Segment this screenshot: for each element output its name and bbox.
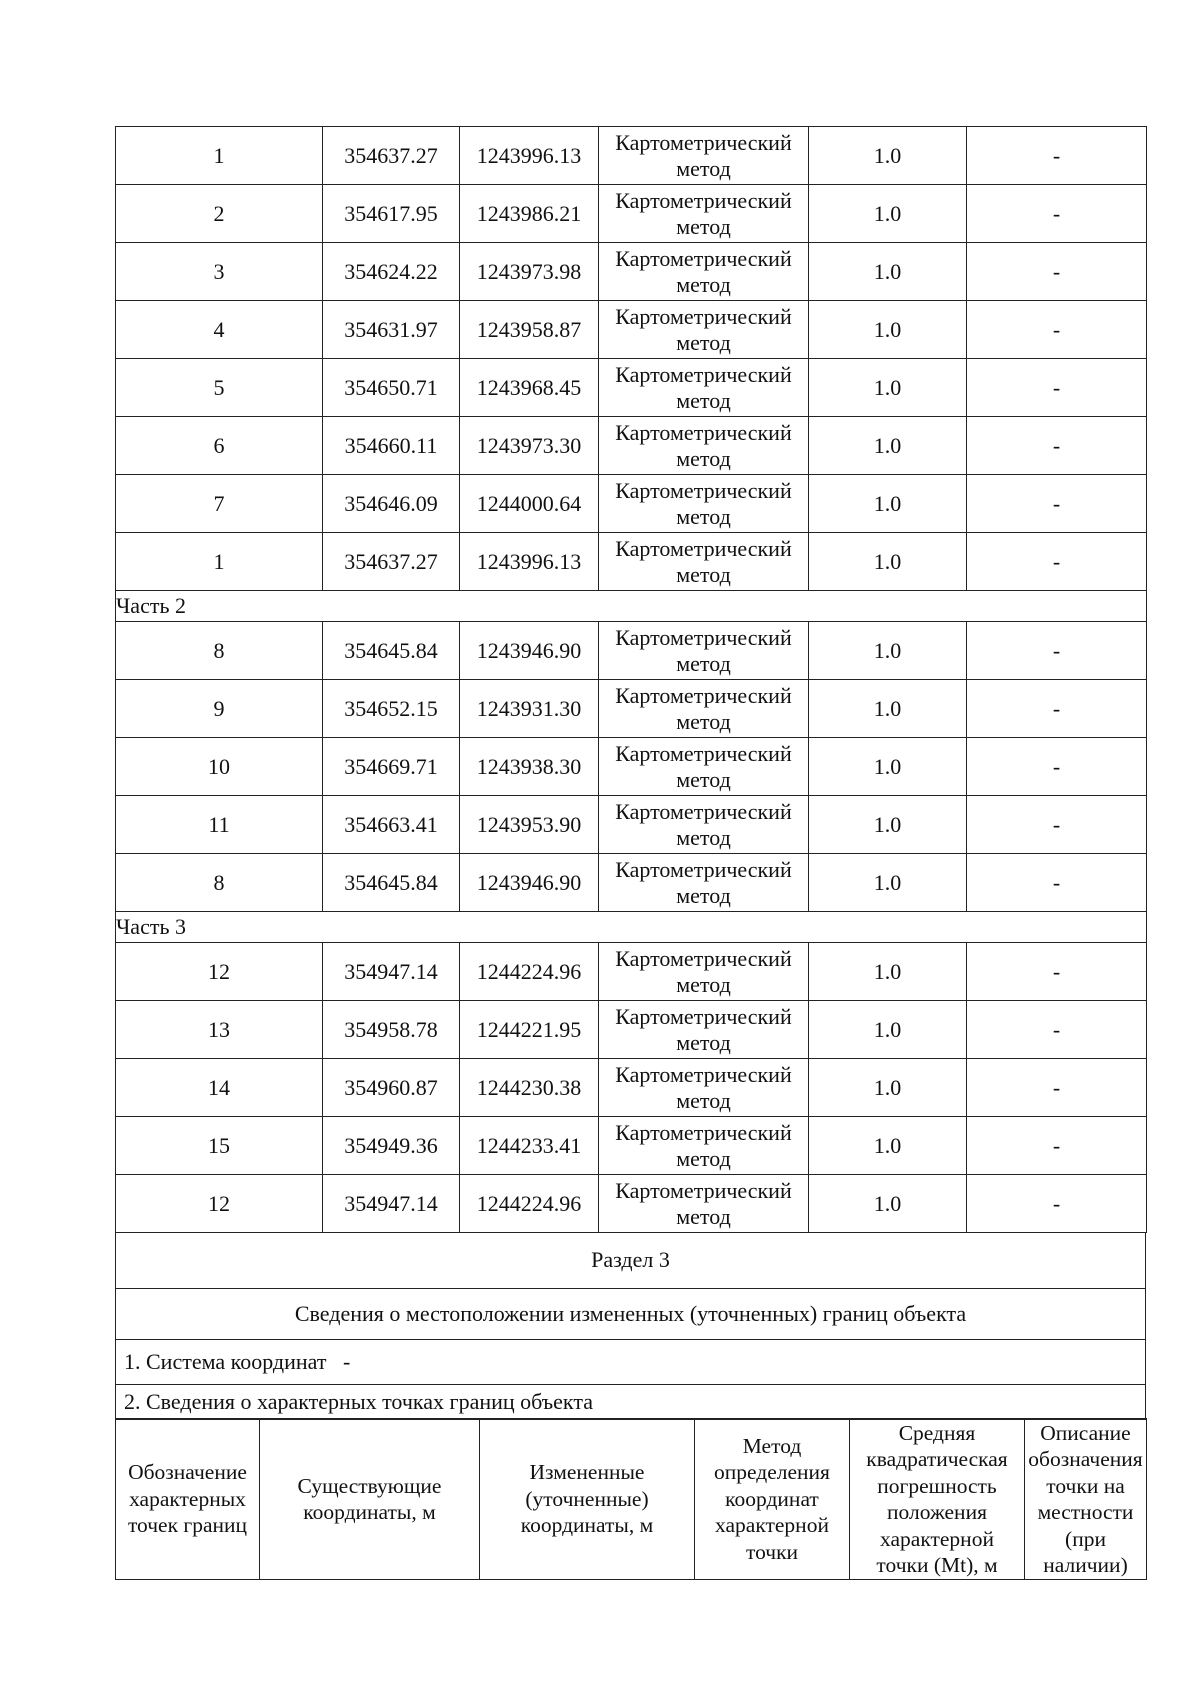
coord-system-text: 1. Система координат - xyxy=(116,1339,1146,1384)
point-number-cell: 8 xyxy=(116,854,323,912)
coord-y-cell: 1243968.45 xyxy=(460,359,599,417)
mean-square-error-cell: 1.0 xyxy=(809,1175,967,1233)
coord-y-cell: 1243986.21 xyxy=(460,185,599,243)
coord-y-cell: 1244224.96 xyxy=(460,943,599,1001)
description-cell: - xyxy=(967,417,1147,475)
part-label-row xyxy=(116,912,1147,943)
table-row xyxy=(116,622,1147,680)
coord-y-cell: 1243946.90 xyxy=(460,622,599,680)
coord-x-cell: 354631.97 xyxy=(323,301,460,359)
coord-x-cell: 354660.11 xyxy=(323,417,460,475)
description-cell: - xyxy=(967,1059,1147,1117)
mean-square-error-cell: 1.0 xyxy=(809,1059,967,1117)
header-changed-coordinates: Измененные (уточненные) координаты, м xyxy=(480,1419,695,1580)
mean-square-error-cell: 1.0 xyxy=(809,622,967,680)
mean-square-error-cell: 1.0 xyxy=(809,1001,967,1059)
point-number-cell: 6 xyxy=(116,417,323,475)
mean-square-error-cell: 1.0 xyxy=(809,1117,967,1175)
table-row xyxy=(116,680,1147,738)
mean-square-error-cell: 1.0 xyxy=(809,359,967,417)
point-number-cell: 12 xyxy=(116,1175,323,1233)
method-cell: Картометрический метод xyxy=(599,127,809,185)
description-cell: - xyxy=(967,738,1147,796)
table-row xyxy=(116,796,1147,854)
mean-square-error-cell: 1.0 xyxy=(809,243,967,301)
description-cell: - xyxy=(967,1001,1147,1059)
method-cell: Картометрический метод xyxy=(599,738,809,796)
method-cell: Картометрический метод xyxy=(599,1059,809,1117)
method-cell: Картометрический метод xyxy=(599,533,809,591)
coord-y-cell: 1244224.96 xyxy=(460,1175,599,1233)
table-row xyxy=(116,1175,1147,1233)
table-row xyxy=(116,1117,1147,1175)
method-cell: Картометрический метод xyxy=(599,243,809,301)
coord-x-cell: 354652.15 xyxy=(323,680,460,738)
coord-x-cell: 354650.71 xyxy=(323,359,460,417)
mean-square-error-cell: 1.0 xyxy=(809,680,967,738)
description-cell: - xyxy=(967,475,1147,533)
table-row xyxy=(116,738,1147,796)
header-description: Описание обозначения точки на местности (при наличии) xyxy=(1025,1419,1147,1580)
mean-square-error-cell: 1.0 xyxy=(809,854,967,912)
coord-system-row xyxy=(116,1339,1146,1384)
mean-square-error-cell: 1.0 xyxy=(809,127,967,185)
coord-x-cell: 354663.41 xyxy=(323,796,460,854)
method-cell: Картометрический метод xyxy=(599,854,809,912)
coord-y-cell: 1243946.90 xyxy=(460,854,599,912)
coord-y-cell: 1244000.64 xyxy=(460,475,599,533)
header-mean-square-error: Средняя квадратическая погрешность положения характерной точки (Mt), м xyxy=(850,1419,1025,1580)
method-cell: Картометрический метод xyxy=(599,359,809,417)
points-heading-row xyxy=(116,1384,1146,1419)
part-label-row xyxy=(116,591,1147,622)
method-cell: Картометрический метод xyxy=(599,1117,809,1175)
table-row xyxy=(116,243,1147,301)
coord-y-cell: 1244230.38 xyxy=(460,1059,599,1117)
coord-y-cell: 1243931.30 xyxy=(460,680,599,738)
point-number-cell: 13 xyxy=(116,1001,323,1059)
table-row xyxy=(116,943,1147,1001)
coord-x-cell: 354958.78 xyxy=(323,1001,460,1059)
description-cell: - xyxy=(967,1175,1147,1233)
part-label: Часть 2 xyxy=(116,591,1147,622)
points-heading: 2. Сведения о характерных точках границ объекта xyxy=(116,1384,1146,1419)
mean-square-error-cell: 1.0 xyxy=(809,943,967,1001)
point-number-cell: 10 xyxy=(116,738,323,796)
point-number-cell: 1 xyxy=(116,127,323,185)
description-cell: - xyxy=(967,796,1147,854)
mean-square-error-cell: 1.0 xyxy=(809,738,967,796)
point-number-cell: 2 xyxy=(116,185,323,243)
coord-x-cell: 354624.22 xyxy=(323,243,460,301)
point-number-cell: 14 xyxy=(116,1059,323,1117)
description-cell: - xyxy=(967,622,1147,680)
method-cell: Картометрический метод xyxy=(599,475,809,533)
coord-y-cell: 1243996.13 xyxy=(460,533,599,591)
description-cell: - xyxy=(967,533,1147,591)
coord-x-cell: 354645.84 xyxy=(323,622,460,680)
table-row xyxy=(116,854,1147,912)
table-row xyxy=(116,359,1147,417)
coord-y-cell: 1244221.95 xyxy=(460,1001,599,1059)
coord-x-cell: 354669.71 xyxy=(323,738,460,796)
description-cell: - xyxy=(967,127,1147,185)
description-cell: - xyxy=(967,185,1147,243)
coord-y-cell: 1244233.41 xyxy=(460,1117,599,1175)
mean-square-error-cell: 1.0 xyxy=(809,533,967,591)
coord-x-cell: 354960.87 xyxy=(323,1059,460,1117)
coord-y-cell: 1243958.87 xyxy=(460,301,599,359)
point-number-cell: 12 xyxy=(116,943,323,1001)
table-row xyxy=(116,417,1147,475)
method-cell: Картометрический метод xyxy=(599,1175,809,1233)
mean-square-error-cell: 1.0 xyxy=(809,301,967,359)
part-label: Часть 3 xyxy=(116,912,1147,943)
method-cell: Картометрический метод xyxy=(599,622,809,680)
method-cell: Картометрический метод xyxy=(599,796,809,854)
section-3-table xyxy=(115,1232,1146,1420)
description-cell: - xyxy=(967,854,1147,912)
point-number-cell: 5 xyxy=(116,359,323,417)
section-title-row xyxy=(116,1232,1146,1288)
point-number-cell: 9 xyxy=(116,680,323,738)
description-cell: - xyxy=(967,680,1147,738)
coord-x-cell: 354637.27 xyxy=(323,533,460,591)
method-cell: Картометрический метод xyxy=(599,417,809,475)
document-sheet xyxy=(115,126,1146,1580)
table-row xyxy=(116,301,1147,359)
coord-y-cell: 1243973.98 xyxy=(460,243,599,301)
description-cell: - xyxy=(967,1117,1147,1175)
method-cell: Картометрический метод xyxy=(599,301,809,359)
points-header-table xyxy=(115,1418,1147,1580)
points-header-row xyxy=(116,1419,1147,1580)
description-cell: - xyxy=(967,359,1147,417)
point-number-cell: 4 xyxy=(116,301,323,359)
table-row xyxy=(116,475,1147,533)
point-number-cell: 8 xyxy=(116,622,323,680)
description-cell: - xyxy=(967,301,1147,359)
header-existing-coordinates: Существующие координаты, м xyxy=(260,1419,480,1580)
point-number-cell: 11 xyxy=(116,796,323,854)
description-cell: - xyxy=(967,943,1147,1001)
coord-x-cell: 354645.84 xyxy=(323,854,460,912)
section-title: Раздел 3 xyxy=(116,1232,1146,1288)
section-subtitle: Сведения о местоположении измененных (уточненных) границ объекта xyxy=(116,1288,1146,1339)
coord-y-cell: 1243953.90 xyxy=(460,796,599,854)
method-cell: Картометрический метод xyxy=(599,943,809,1001)
point-number-cell: 1 xyxy=(116,533,323,591)
coord-x-cell: 354617.95 xyxy=(323,185,460,243)
header-method: Метод определения координат характерной точки xyxy=(695,1419,850,1580)
header-point-designation: Обозначение характерных точек границ xyxy=(116,1419,260,1580)
table-row xyxy=(116,127,1147,185)
mean-square-error-cell: 1.0 xyxy=(809,417,967,475)
table-row xyxy=(116,1059,1147,1117)
coord-x-cell: 354947.14 xyxy=(323,1175,460,1233)
mean-square-error-cell: 1.0 xyxy=(809,475,967,533)
point-number-cell: 3 xyxy=(116,243,323,301)
coord-y-cell: 1243938.30 xyxy=(460,738,599,796)
coordinates-table-body xyxy=(116,127,1147,1233)
point-number-cell: 15 xyxy=(116,1117,323,1175)
mean-square-error-cell: 1.0 xyxy=(809,185,967,243)
method-cell: Картометрический метод xyxy=(599,185,809,243)
coordinates-table xyxy=(115,126,1147,1233)
coord-y-cell: 1243996.13 xyxy=(460,127,599,185)
point-number-cell: 7 xyxy=(116,475,323,533)
description-cell: - xyxy=(967,243,1147,301)
table-row xyxy=(116,1001,1147,1059)
table-row xyxy=(116,533,1147,591)
coord-x-cell: 354646.09 xyxy=(323,475,460,533)
coord-y-cell: 1243973.30 xyxy=(460,417,599,475)
method-cell: Картометрический метод xyxy=(599,680,809,738)
coord-x-cell: 354947.14 xyxy=(323,943,460,1001)
section-subtitle-row xyxy=(116,1288,1146,1339)
mean-square-error-cell: 1.0 xyxy=(809,796,967,854)
method-cell: Картометрический метод xyxy=(599,1001,809,1059)
coord-x-cell: 354637.27 xyxy=(323,127,460,185)
table-row xyxy=(116,185,1147,243)
coord-x-cell: 354949.36 xyxy=(323,1117,460,1175)
